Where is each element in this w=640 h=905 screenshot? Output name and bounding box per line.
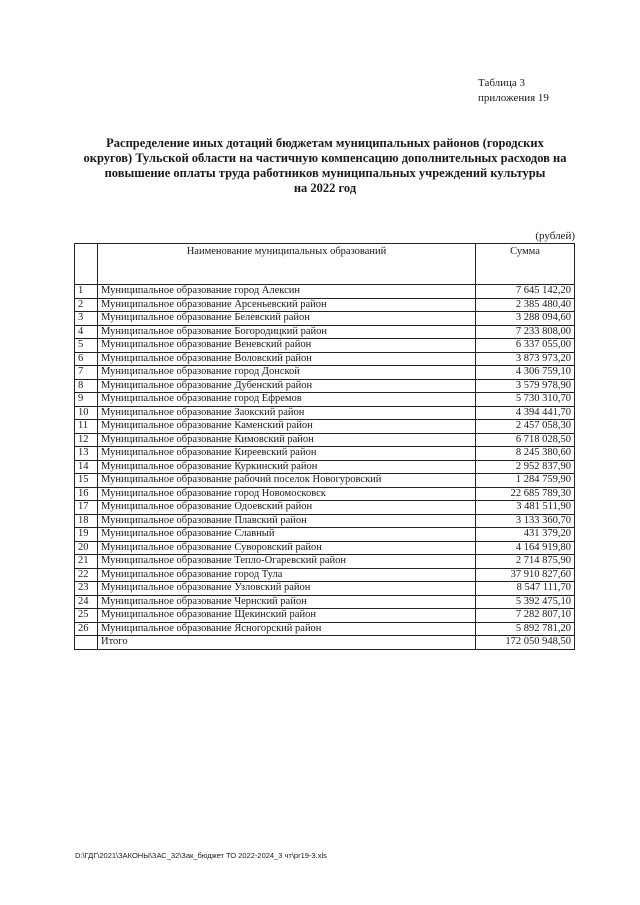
row-amount: 6 718 028,50	[476, 433, 575, 447]
row-amount: 6 337 055,00	[476, 339, 575, 353]
row-amount: 4 164 919,80	[476, 541, 575, 555]
row-amount: 4 394 441,70	[476, 406, 575, 420]
table-row	[75, 622, 575, 636]
table-header-row	[75, 244, 575, 285]
row-amount: 2 385 480,40	[476, 298, 575, 312]
row-amount: 3 481 511,90	[476, 501, 575, 515]
row-municipality-name: Муниципальное образование Куркинский район	[98, 460, 476, 474]
row-number: 19	[75, 528, 98, 542]
row-number: 9	[75, 393, 98, 407]
table-row	[75, 555, 575, 569]
row-amount: 5 892 781,20	[476, 622, 575, 636]
row-amount: 5 730 310,70	[476, 393, 575, 407]
table-row	[75, 433, 575, 447]
row-municipality-name: Муниципальное образование Воловский район	[98, 352, 476, 366]
row-number: 2	[75, 298, 98, 312]
table-row	[75, 379, 575, 393]
table-row	[75, 582, 575, 596]
row-municipality-name: Муниципальное образование Каменский район	[98, 420, 476, 434]
row-amount: 7 282 807,10	[476, 609, 575, 623]
row-municipality-name: Муниципальное образование Богородицкий район	[98, 325, 476, 339]
table-total-row	[75, 636, 575, 650]
row-number: 23	[75, 582, 98, 596]
row-amount: 8 547 111,70	[476, 582, 575, 596]
row-number: 4	[75, 325, 98, 339]
table-row	[75, 609, 575, 623]
row-amount: 3 133 360,70	[476, 514, 575, 528]
table-row	[75, 474, 575, 488]
row-municipality-name: Муниципальное образование Узловский район	[98, 582, 476, 596]
row-amount: 3 579 978,90	[476, 379, 575, 393]
row-number: 26	[75, 622, 98, 636]
row-amount: 7 233 808,00	[476, 325, 575, 339]
column-header-name: Наименование муниципальных образований	[98, 244, 476, 285]
column-header-sum: Сумма	[476, 244, 575, 285]
row-municipality-name: Муниципальное образование Белевский район	[98, 312, 476, 326]
row-number: 21	[75, 555, 98, 569]
table-row	[75, 528, 575, 542]
row-number: 13	[75, 447, 98, 461]
table-row	[75, 352, 575, 366]
row-number: 10	[75, 406, 98, 420]
row-municipality-name: Муниципальное образование город Новомосковск	[98, 487, 476, 501]
table-row	[75, 568, 575, 582]
row-number: 17	[75, 501, 98, 515]
column-header-number	[75, 244, 98, 285]
row-number: 20	[75, 541, 98, 555]
title-line-4: на 2022 год	[293, 181, 357, 195]
units-label: (рублей)	[535, 230, 575, 242]
row-number: 15	[75, 474, 98, 488]
table-row	[75, 339, 575, 353]
table-row	[75, 366, 575, 380]
document-title	[70, 136, 580, 196]
row-number: 14	[75, 460, 98, 474]
total-number	[75, 636, 98, 650]
table-row	[75, 285, 575, 299]
row-number: 11	[75, 420, 98, 434]
row-number: 12	[75, 433, 98, 447]
row-amount: 2 952 837,90	[476, 460, 575, 474]
row-municipality-name: Муниципальное образование Кимовский район	[98, 433, 476, 447]
row-municipality-name: Муниципальное образование город Ефремов	[98, 393, 476, 407]
row-amount: 7 645 142,20	[476, 285, 575, 299]
row-amount: 4 306 759,10	[476, 366, 575, 380]
row-number: 25	[75, 609, 98, 623]
table-row	[75, 325, 575, 339]
title-line-3: повышение оплаты труда работников муниципальных учреждений культуры	[104, 166, 546, 180]
row-amount: 1 284 759,90	[476, 474, 575, 488]
total-label: Итого	[98, 636, 476, 650]
title-line-2: округов) Тульской области на частичную компенсацию дополнительных расходов на	[83, 151, 567, 165]
table-row	[75, 420, 575, 434]
row-municipality-name: Муниципальное образование Плавский район	[98, 514, 476, 528]
row-municipality-name: Муниципальное образование Славный	[98, 528, 476, 542]
row-amount: 3 873 973,20	[476, 352, 575, 366]
row-municipality-name: Муниципальное образование Ясногорский район	[98, 622, 476, 636]
row-number: 5	[75, 339, 98, 353]
row-municipality-name: Муниципальное образование Суворовский район	[98, 541, 476, 555]
row-municipality-name: Муниципальное образование Веневский район	[98, 339, 476, 353]
row-municipality-name: Муниципальное образование Арсеньевский район	[98, 298, 476, 312]
row-number: 7	[75, 366, 98, 380]
row-number: 3	[75, 312, 98, 326]
row-municipality-name: Муниципальное образование Тепло-Огаревский район	[98, 555, 476, 569]
row-municipality-name: Муниципальное образование Щекинский район	[98, 609, 476, 623]
table-number: Таблица 3	[478, 77, 526, 89]
table-row	[75, 487, 575, 501]
row-number: 6	[75, 352, 98, 366]
table-row	[75, 447, 575, 461]
table-row	[75, 460, 575, 474]
row-number: 1	[75, 285, 98, 299]
row-amount: 2 714 875,90	[476, 555, 575, 569]
table-row	[75, 595, 575, 609]
table-body	[75, 285, 575, 650]
row-municipality-name: Муниципальное образование Одоевский район	[98, 501, 476, 515]
table-row	[75, 501, 575, 515]
table-row	[75, 393, 575, 407]
row-number: 16	[75, 487, 98, 501]
row-amount: 8 245 380,60	[476, 447, 575, 461]
row-municipality-name: Муниципальное образование город Алексин	[98, 285, 476, 299]
row-municipality-name: Муниципальное образование город Тула	[98, 568, 476, 582]
row-amount: 37 910 827,60	[476, 568, 575, 582]
row-municipality-name: Муниципальное образование Дубенский район	[98, 379, 476, 393]
row-amount: 2 457 058,30	[476, 420, 575, 434]
total-amount: 172 050 948,50	[476, 636, 575, 650]
table-row	[75, 298, 575, 312]
row-municipality-name: Муниципальное образование Киреевский район	[98, 447, 476, 461]
row-amount: 22 685 789,30	[476, 487, 575, 501]
file-path: D:\ГДГ\2021\ЗАКОНЫ\ЗАС_32\Зак_бюджет ТО 2022-2024_3 чт\pr19-3.xls	[75, 851, 327, 860]
table-row	[75, 541, 575, 555]
row-municipality-name: Муниципальное образование Чернский район	[98, 595, 476, 609]
row-municipality-name: Муниципальное образование город Донской	[98, 366, 476, 380]
table-row	[75, 406, 575, 420]
row-number: 24	[75, 595, 98, 609]
table-row	[75, 514, 575, 528]
row-amount: 431 379,20	[476, 528, 575, 542]
title-line-1: Распределение иных дотаций бюджетам муниципальных районов (городских	[106, 136, 544, 150]
appendix-number: приложения 19	[478, 92, 549, 104]
table-row	[75, 312, 575, 326]
row-number: 8	[75, 379, 98, 393]
row-number: 18	[75, 514, 98, 528]
distribution-table	[74, 243, 575, 650]
row-amount: 3 288 094,60	[476, 312, 575, 326]
row-municipality-name: Муниципальное образование Заокский район	[98, 406, 476, 420]
row-municipality-name: Муниципальное образование рабочий поселок Новогуровский	[98, 474, 476, 488]
row-number: 22	[75, 568, 98, 582]
table-reference	[478, 76, 549, 106]
row-amount: 5 392 475,10	[476, 595, 575, 609]
